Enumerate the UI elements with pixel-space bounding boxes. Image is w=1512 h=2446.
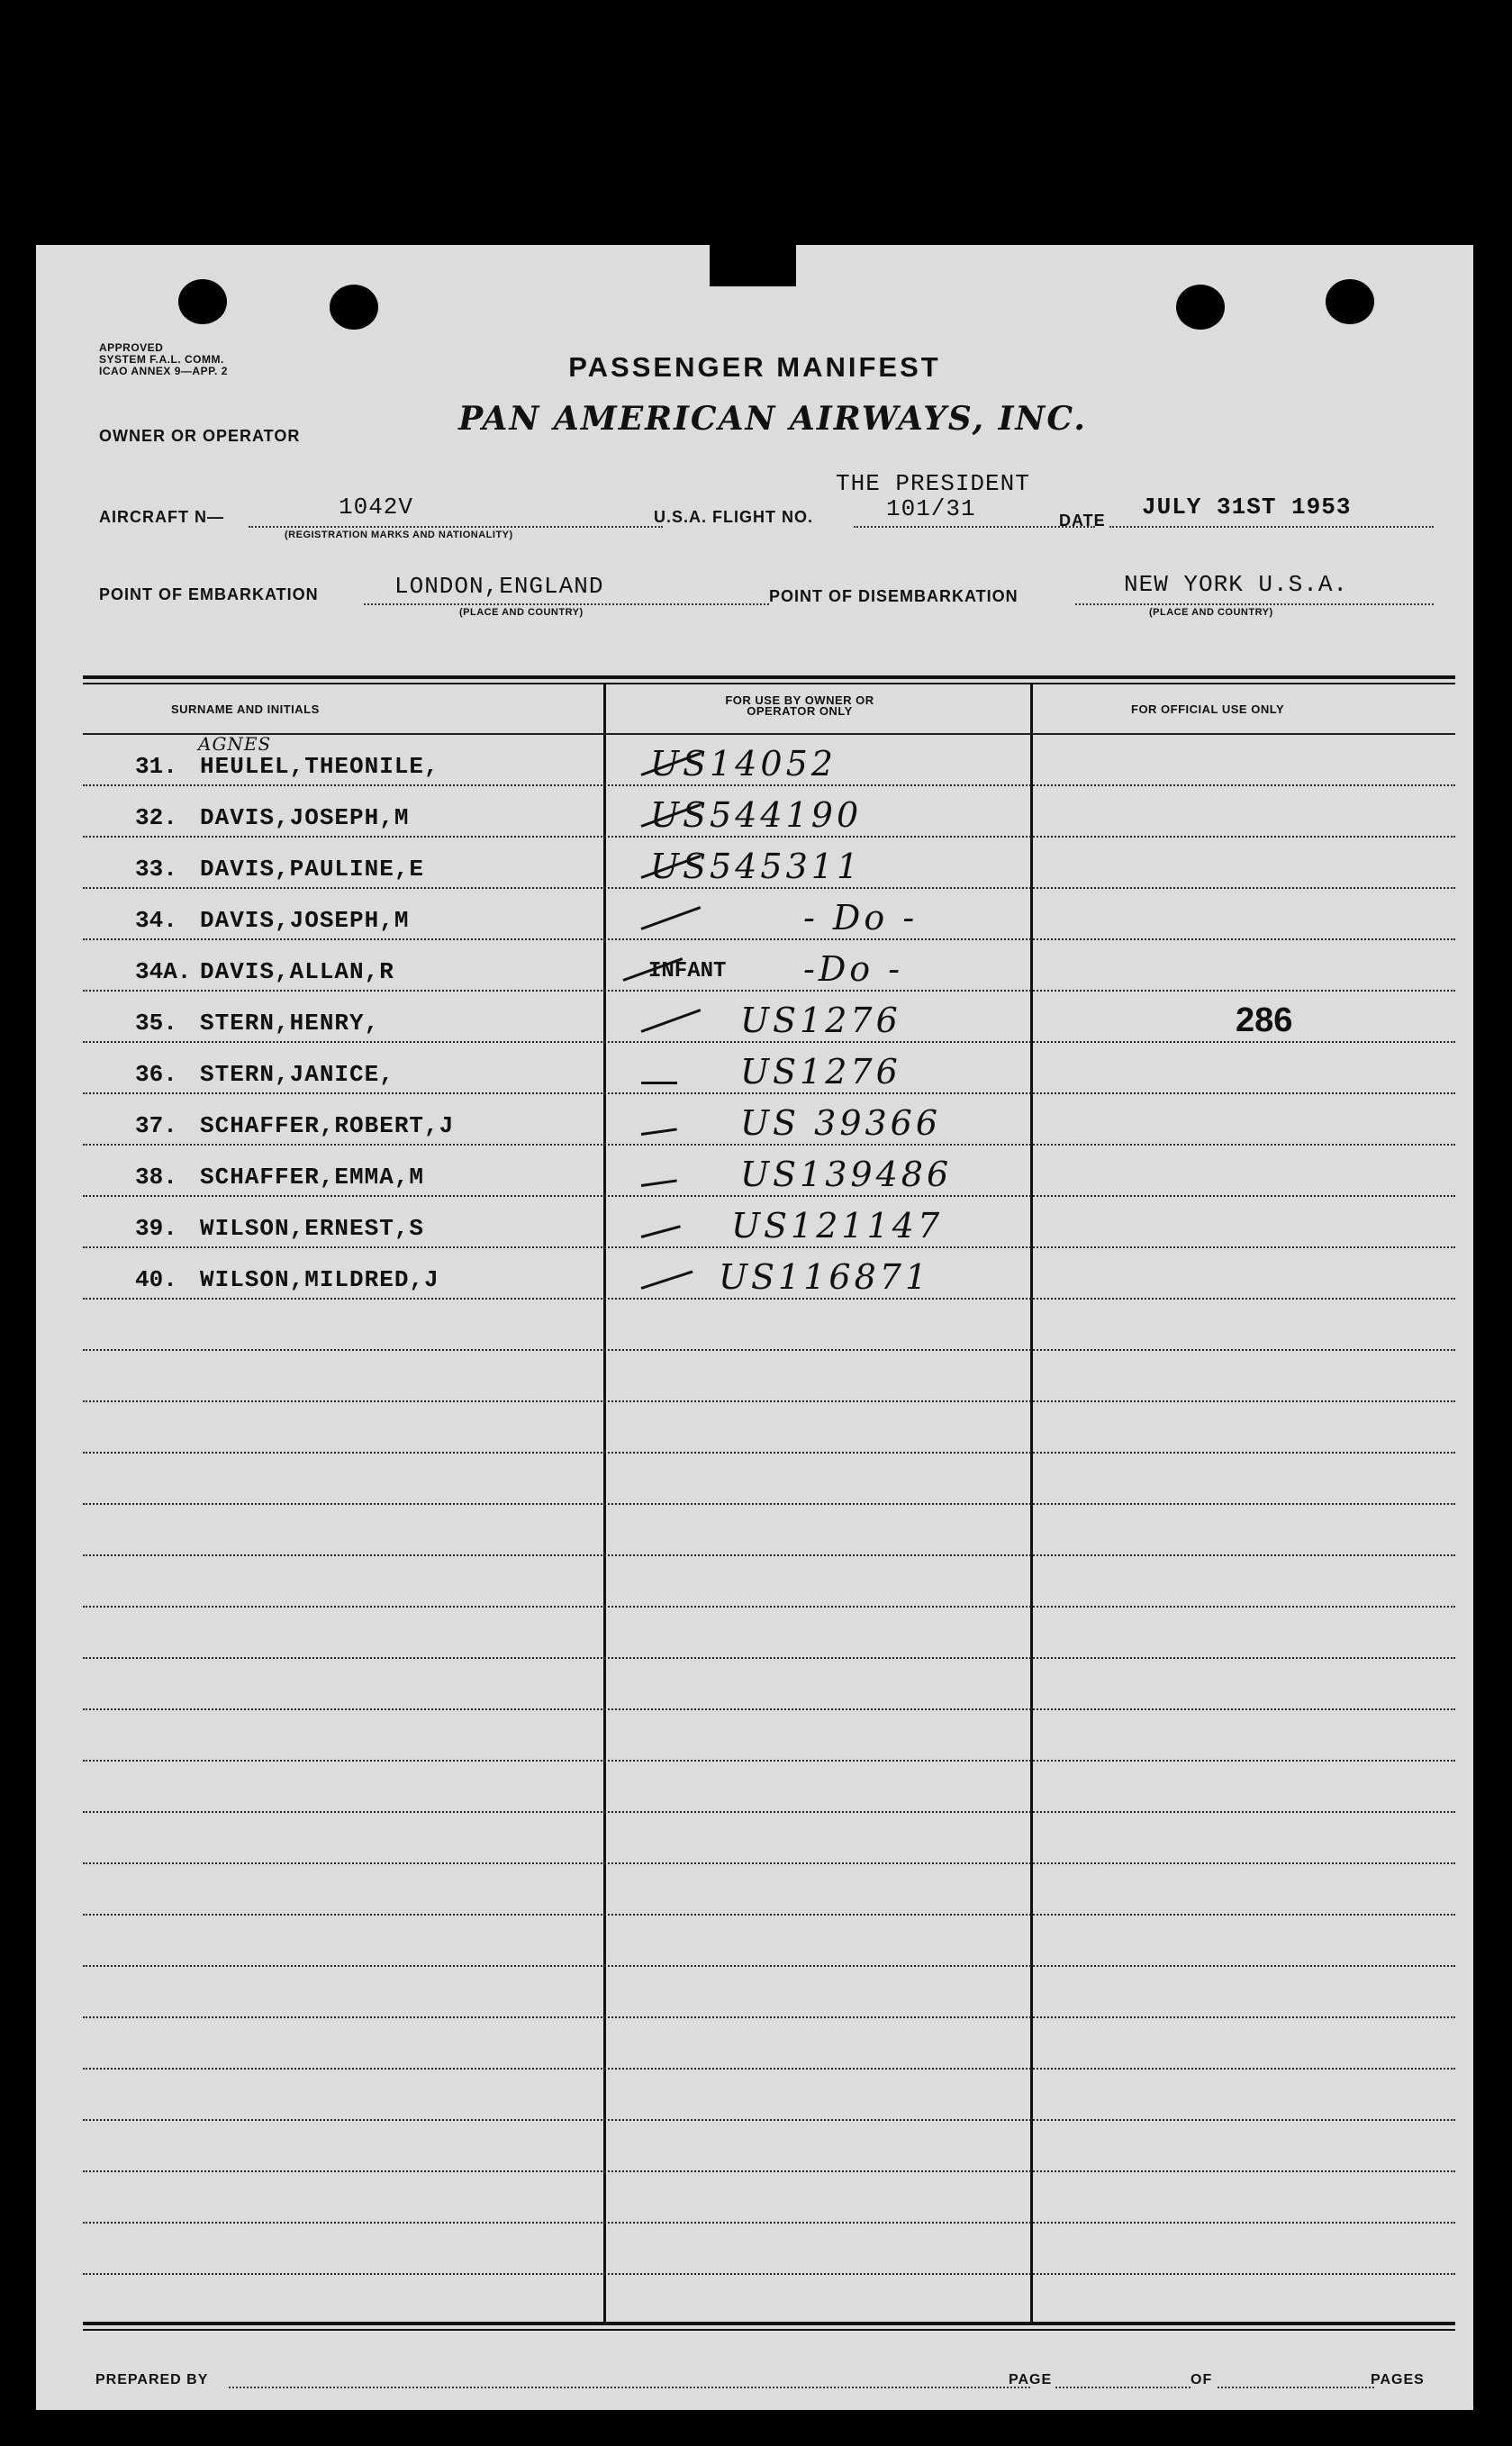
passenger-name: STERN,JANICE, [200, 1061, 394, 1088]
disembark-label: POINT OF DISEMBARKATION [769, 587, 1019, 605]
punch-hole [330, 285, 378, 330]
aircraft-label: AIRCRAFT N— [99, 508, 224, 526]
passenger-name: STERN,HENRY, [200, 1010, 380, 1037]
ruled-line [83, 1554, 1455, 1556]
ruled-line [83, 887, 1455, 889]
row-number: 38. [135, 1164, 177, 1191]
prepared-by-line [229, 2387, 1030, 2388]
operator-name: PAN AMERICAN AIRWAYS, INC. [458, 400, 1087, 438]
check-mark [641, 1179, 677, 1187]
ruled-line [83, 2170, 1455, 2172]
aircraft-line [249, 526, 663, 528]
handwritten-note: -Do - [803, 949, 904, 989]
passenger-name: DAVIS,JOSEPH,M [200, 907, 410, 934]
ruled-line [83, 990, 1455, 992]
ruled-line [83, 2016, 1455, 2018]
table-bottom-rule-2 [83, 2329, 1455, 2331]
check-mark [641, 1271, 693, 1290]
of-label: OF [1191, 2372, 1213, 2387]
page-label: PAGE [1009, 2372, 1053, 2387]
approval-line: SYSTEM F.A.L. COMM. [99, 353, 224, 366]
table-bottom-rule [83, 2322, 1455, 2325]
ruled-line [83, 1862, 1455, 1864]
row-number: 35. [135, 1010, 177, 1037]
flight-value: 101/31 [886, 495, 976, 522]
ruled-line [83, 1298, 1455, 1300]
passenger-name: DAVIS,PAULINE,E [200, 856, 425, 883]
check-mark [641, 1082, 677, 1084]
handwritten-note: US 39366 [740, 1103, 942, 1143]
passenger-name: SCHAFFER,EMMA,M [200, 1164, 425, 1191]
form-title: PASSENGER MANIFEST [568, 351, 941, 383]
ruled-line [83, 1965, 1455, 1967]
table-row [83, 1145, 1455, 1196]
table-top-rule [83, 675, 1455, 679]
embark-label: POINT OF EMBARKATION [99, 585, 319, 603]
aircraft-value: 1042V [339, 494, 414, 521]
handwritten-annotation: AGNES [198, 733, 272, 755]
table-row [83, 1093, 1455, 1145]
table-row [83, 1042, 1455, 1093]
table-row [83, 888, 1455, 939]
ruled-line [83, 1092, 1455, 1094]
row-number: 34. [135, 907, 177, 934]
approval-line: APPROVED [99, 341, 164, 354]
disembark-sub: (PLACE AND COUNTRY) [1149, 607, 1273, 618]
ruled-line [83, 2068, 1455, 2070]
ruled-line [83, 1195, 1455, 1197]
of-line [1218, 2387, 1374, 2388]
disembark-value: NEW YORK U.S.A. [1124, 571, 1349, 598]
ruled-line [83, 1708, 1455, 1710]
ruled-line [83, 1246, 1455, 1248]
disembark-line [1075, 603, 1434, 605]
typed-note: INFANT [648, 959, 727, 983]
check-mark [640, 906, 701, 930]
passenger-name: DAVIS,JOSEPH,M [200, 804, 410, 831]
ruled-line [83, 1041, 1455, 1043]
date-label: DATE [1059, 512, 1106, 530]
ruled-line [83, 1914, 1455, 1916]
ruled-line [83, 1657, 1455, 1659]
ruled-line [83, 784, 1455, 786]
date-line [1109, 526, 1434, 528]
handwritten-note: US139486 [740, 1155, 953, 1194]
ruled-line [83, 1349, 1455, 1351]
table-row [83, 939, 1455, 991]
handwritten-note: - Do - [803, 898, 919, 938]
ruled-line [83, 1760, 1455, 1762]
check-mark [641, 1128, 677, 1136]
check-mark [641, 1225, 681, 1238]
punch-hole [178, 279, 227, 324]
embark-sub: (PLACE AND COUNTRY) [459, 607, 584, 618]
table-row [83, 734, 1455, 785]
ruled-line [83, 1606, 1455, 1608]
passenger-name: WILSON,MILDRED,J [200, 1266, 439, 1293]
embark-line [364, 603, 769, 605]
handwritten-note: US1276 [740, 1052, 901, 1092]
handwritten-note: US1276 [740, 1001, 901, 1040]
table-row [83, 991, 1455, 1042]
official-value: 286 [1236, 1001, 1293, 1039]
page-line [1055, 2387, 1191, 2388]
punch-hole [1326, 279, 1374, 324]
table-row [83, 1247, 1455, 1299]
handwritten-note: US121147 [731, 1206, 944, 1246]
table-row [83, 1196, 1455, 1247]
prepared-by-label: PREPARED BY [95, 2372, 209, 2387]
row-number: 39. [135, 1215, 177, 1242]
table-top-rule-2 [83, 683, 1455, 684]
aircraft-sub: (REGISTRATION MARKS AND NATIONALITY) [285, 530, 513, 540]
passenger-name: SCHAFFER,ROBERT,J [200, 1112, 455, 1139]
passenger-name: WILSON,ERNEST,S [200, 1215, 425, 1242]
ruled-line [83, 1400, 1455, 1402]
col-header-surname: SURNAME AND INITIALS [171, 702, 320, 716]
binder-tab [710, 245, 796, 286]
col-header-official-use: FOR OFFICIAL USE ONLY [1131, 702, 1285, 716]
row-number: 36. [135, 1061, 177, 1088]
ruled-line [83, 1811, 1455, 1813]
approval-line: ICAO ANNEX 9—APP. 2 [99, 365, 228, 377]
ruled-line [83, 2119, 1455, 2121]
table-row [83, 785, 1455, 837]
ruled-line [83, 2222, 1455, 2224]
row-number: 33. [135, 856, 177, 883]
passenger-name: HEULEL,THEONILE, [200, 753, 439, 780]
row-number: 34A. [135, 958, 192, 985]
owner-label: OWNER OR OPERATOR [99, 427, 301, 445]
ruled-line [83, 836, 1455, 838]
row-number: 37. [135, 1112, 177, 1139]
check-mark [640, 1009, 701, 1033]
table-row [83, 837, 1455, 888]
punch-hole [1176, 285, 1225, 330]
row-number: 32. [135, 804, 177, 831]
handwritten-note: US14052 [650, 744, 837, 784]
handwritten-note: US545311 [650, 847, 863, 886]
col-header-owner-use: FOR USE BY OWNER OR OPERATOR ONLY [725, 693, 874, 718]
handwritten-note: US116871 [719, 1257, 931, 1297]
pages-label: PAGES [1371, 2372, 1425, 2387]
embark-value: LONDON,ENGLAND [394, 573, 604, 600]
ruled-line [83, 2273, 1455, 2275]
ruled-line [83, 1144, 1455, 1146]
handwritten-note: US544190 [650, 795, 863, 835]
ruled-line [83, 1503, 1455, 1505]
ruled-line [83, 938, 1455, 940]
row-number: 31. [135, 753, 177, 780]
date-value: JULY 31ST 1953 [1142, 494, 1352, 521]
passenger-name: DAVIS,ALLAN,R [200, 958, 394, 985]
flight-name: THE PRESIDENT [836, 470, 1030, 497]
row-number: 40. [135, 1266, 177, 1293]
flight-label: U.S.A. FLIGHT NO. [654, 508, 813, 526]
ruled-line [83, 1452, 1455, 1454]
manifest-sheet [36, 245, 1473, 2410]
